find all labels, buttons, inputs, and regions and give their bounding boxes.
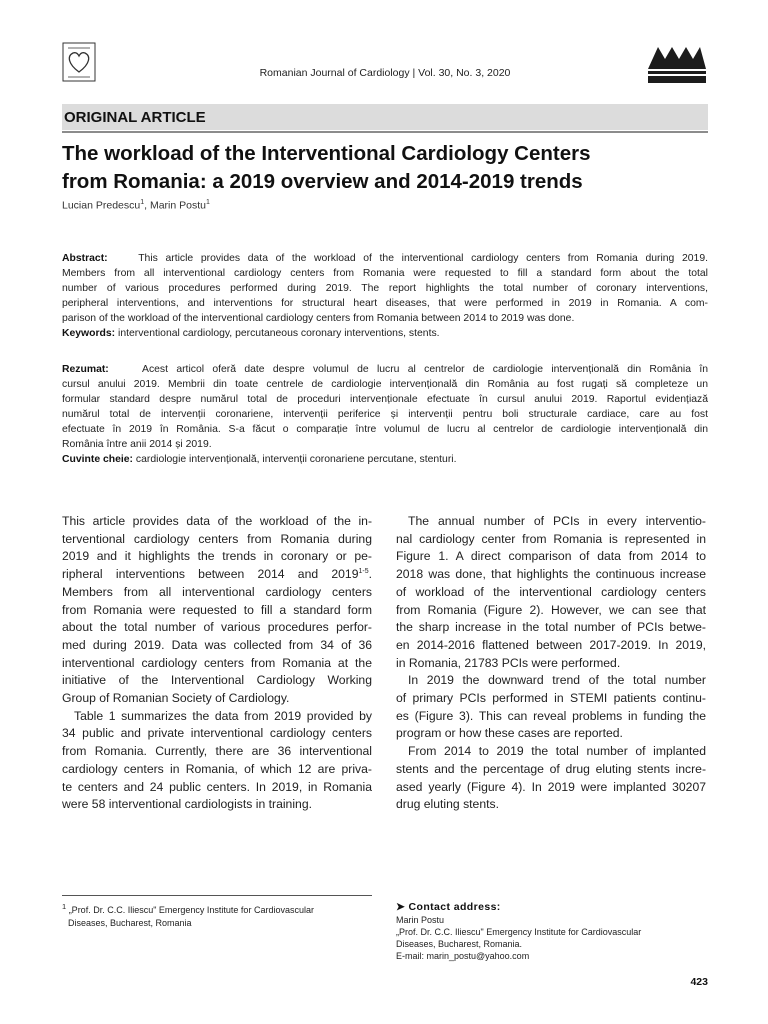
cuvinte-cheie-label: Cuvinte cheie: [62, 454, 134, 465]
rezumat-line: formular standard despre numărul total de proceduri intervenționale efectuate în cursul anului 2019. Raportul evidențiază [62, 394, 708, 405]
abstract-label: Abstract: [62, 253, 108, 264]
arrow-icon: ➤ [396, 901, 406, 913]
body-line: from Romania (Figure 2). However, we can see that [396, 602, 706, 617]
reference-punct: . [368, 567, 372, 582]
body-line: from Romania. Currently, there are 36 interventional [62, 744, 372, 759]
rezumat-line: Acest articol oferă date despre volumul de lucru al centrelor de cardiologie intervențională din România în [142, 364, 708, 375]
body-line: From 2014 to 2019 the total number of implanted [408, 744, 706, 759]
publisher-logo [646, 43, 708, 85]
author-affiliation-mark: 1 [140, 199, 145, 206]
body-line: In 2019 the downward trend of the total number [408, 673, 706, 688]
body-line: This article provides data of the workload of the in- [62, 514, 372, 528]
body-line: 34 public and private interventional cardiology centers [62, 726, 372, 741]
section-divider [62, 131, 708, 133]
rezumat-line: România între anii 2014 și 2019. [62, 439, 212, 450]
section-label-bar [62, 104, 708, 130]
reference-mark: 1-5 [358, 568, 369, 576]
rezumat-line: efectuate în 2019 în România. S-a făcut o comparație între volumul de lucru al centrelor de cardiologie intervențională din [62, 424, 708, 435]
footnote-line: Diseases, Bucharest, Romania [68, 917, 192, 928]
body-line: Members from all interventional cardiology centers [62, 584, 372, 599]
body-line: Figure 1. A direct comparison of data from 2014 to [396, 549, 706, 564]
body-line: in Romania, 21783 PCIs were performed. [396, 655, 621, 670]
body-line: med during 2019. Data was collected from 34 of 36 [62, 637, 372, 652]
body-line: nal cardiology center from Romania is represented in [396, 531, 706, 546]
affiliation-footnote [62, 901, 314, 929]
author-list [62, 199, 210, 212]
body-line: cardiology centers in Romania, of which 12 are priva- [62, 761, 372, 776]
body-line: program or how these cases are reported. [396, 726, 623, 741]
body-line: drug eluting stents. [396, 797, 499, 812]
contact-title: Contact address: [408, 901, 501, 913]
contact-email: E-mail: marin_postu@yahoo.com [396, 951, 530, 961]
body-line: en 2014-2016 flattened between 2017-2019. In 2019, [396, 637, 706, 652]
title-line: from Romania: a 2019 overview and 2014-2019 trends [62, 170, 583, 193]
article-title [62, 140, 722, 196]
abstract-line: This article provides data of the workload of the interventional cardiology centers from Romania during 2019. [138, 253, 708, 264]
body-line: stents and the percentage of drug eluting stents incre- [396, 761, 706, 776]
abstract-block [62, 251, 708, 341]
body-line: ripheral interventions between 2014 and 2019 [62, 567, 359, 582]
body-line: The annual number of PCIs in every interventio- [408, 514, 706, 528]
body-line: Group of Romanian Society of Cardiology. [62, 691, 290, 706]
abstract-line: peripheral interventions, and interventions for structural heart diseases, that were performed in 2019 in Romania. A com- [62, 298, 708, 309]
journal-logo [62, 42, 96, 82]
author-affiliation-mark: 1 [206, 199, 210, 206]
body-column-left [62, 513, 372, 814]
body-line: initiative of the Interventional Cardiology Working [62, 673, 372, 688]
rezumat-line: cursul anului 2019. Membrii din toate centrele de cardiologie intervențională din România au fost rugați să completeze un [62, 379, 708, 390]
rezumat-label: Rezumat: [62, 364, 109, 375]
body-line: about the total number of various procedures perfor- [62, 620, 372, 635]
author-name: Marin Postu [149, 199, 206, 212]
journal-citation: Romanian Journal of Cardiology | Vol. 30, No. 3, 2020 [259, 67, 511, 79]
body-line: were 58 interventional cardiologists in training. [62, 797, 312, 812]
body-line: of workload of the interventional cardiology centers [396, 584, 706, 599]
contact-line: „Prof. Dr. C.C. Iliescu" Emergency Institute for Cardiovascular [396, 927, 642, 937]
footnote-divider [62, 895, 372, 896]
rezumat-line: numărul total de intervenții coronariene, intervenții periferice și intervenții pentru boli structurale cardiace, care au fost [62, 409, 708, 420]
body-line: the sharp increase in the total number of PCIs betwe- [396, 620, 706, 635]
footnote-mark: 1 [62, 902, 67, 911]
abstract-line: Members from all interventional cardiology centers from Romania were requested to fill a standard form about the total [62, 268, 708, 279]
body-line: 2019 and it highlights the trends in coronary or pe- [62, 549, 372, 564]
body-line: te centers and 24 public centers. In 2019, in Romania [62, 779, 372, 794]
body-line: ased yearly (Figure 4). In 2019 were implanted 30207 [396, 779, 706, 794]
body-line: interventional cardiology centers from Romania at the [62, 655, 372, 670]
abstract-line: parison of the workload of the interventional cardiology centers from Romania between 2014 to 2019 was done. [62, 313, 575, 324]
abstract-line: number of various procedures performed during 2019. The report highlights the total number of coronary interventions, [62, 283, 708, 294]
body-line: from Romania were requested to fill a standard form [62, 602, 372, 617]
footnote-line: „Prof. Dr. C.C. Iliescu" Emergency Institute for Cardiovascular [68, 905, 314, 915]
body-line: terventional cardiology centers from Romania during [62, 531, 372, 546]
body-line: es (Figure 3). This can reveal problems in funding the [396, 708, 706, 723]
body-line: Table 1 summarizes the data from 2019 provided by [74, 708, 372, 723]
title-line: The workload of the Interventional Cardiology Centers [62, 142, 591, 165]
keywords-label: Keywords: [62, 328, 116, 339]
body-column-right [396, 513, 706, 814]
section-label: ORIGINAL ARTICLE [64, 109, 206, 126]
contact-address [396, 901, 708, 962]
contact-line: Diseases, Bucharest, Romania. [396, 939, 523, 949]
rezumat-block [62, 362, 708, 467]
contact-name: Marin Postu [396, 915, 445, 925]
keywords-text: interventional cardiology, percutaneous coronary interventions, stents. [118, 328, 440, 339]
author-separator: , [144, 199, 150, 212]
body-line: of primary PCIs performed in STEMI patients continu- [396, 691, 706, 706]
page-number: 423 [690, 976, 708, 988]
cuvinte-cheie-text: cardiologie intervențională, intervenții coronariene percutane, stenturi. [135, 454, 457, 465]
body-line: 2018 was done, that highlights the continuous increase [396, 567, 706, 582]
author-name: Lucian Predescu [62, 199, 141, 212]
